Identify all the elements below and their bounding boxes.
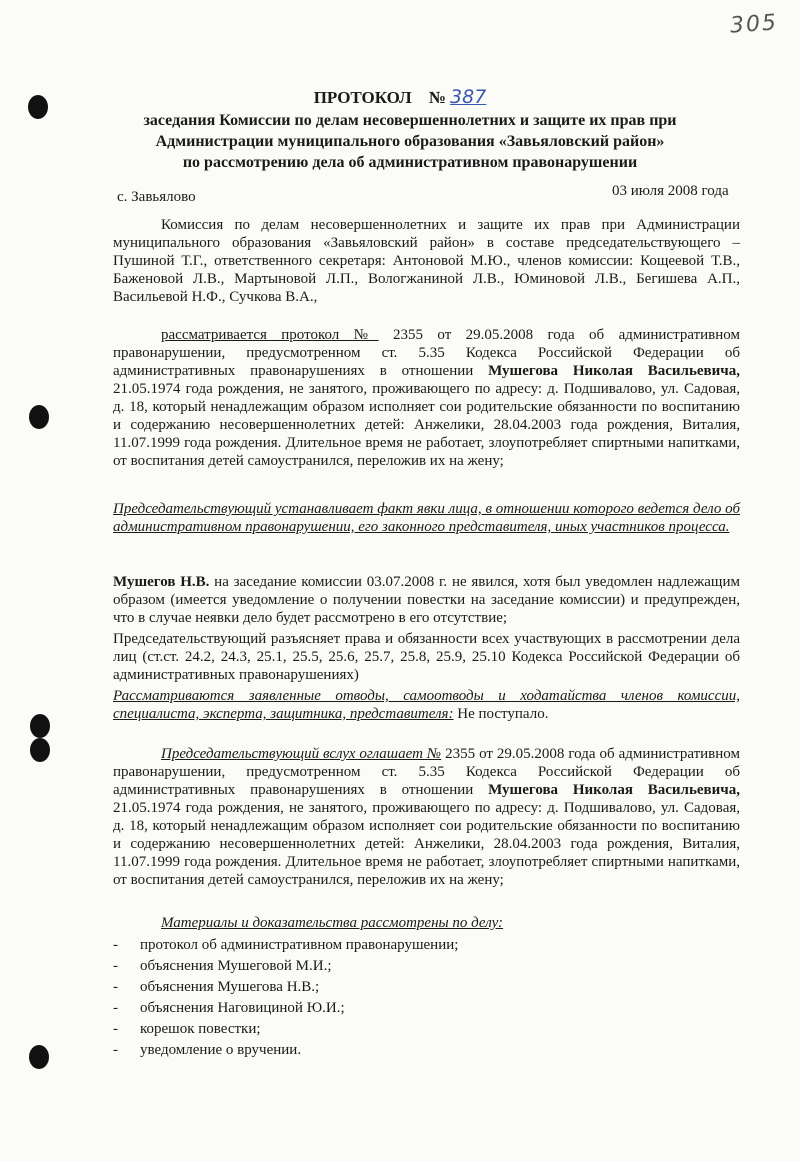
document-subtitle <box>100 110 720 173</box>
title-text: ПРОТОКОЛ <box>313 88 412 107</box>
number-sign: № <box>428 88 446 107</box>
page-number: 305 <box>729 10 779 39</box>
reading-lead: Председательствующий вслух оглашает № <box>161 746 442 762</box>
subtitle-line: заседания Комиссии по делам несовершеннолетних и защите их прав при <box>143 112 677 129</box>
motions-lead: Рассматриваются заявленные отводы, самоотводы и ходатайства членов комиссии, специалиста, эксперта, защитника, представителя: <box>113 688 740 722</box>
motions-result: Не поступало. <box>453 706 549 722</box>
absence-text: на заседание комиссии 03.07.2008 г. не явился, хотя был уведомлен надлежащим образом (имеется уведомление о получении повестки на заседание комиссии) и предупрежден, что в случае неявки дело будет рассмотрено в его отсутствие; <box>113 574 740 626</box>
attendance-paragraph <box>113 500 740 536</box>
rights-paragraph <box>113 630 740 684</box>
case-lead: рассматривается протокол № <box>161 327 379 343</box>
commission-paragraph <box>113 216 740 306</box>
punch-hole <box>30 738 50 762</box>
reading-text: 2355 от 29.05.2008 года об административном правонарушении, предусмотренном ст. 5.35 Кодекса Российской Федерации об административных правонарушениях в отношении <box>113 746 740 798</box>
case-text-continued: 21.05.1974 года рождения, не занятого, проживающего по адресу: д. Подшивалово, ул. Садовая, д. 18, который ненадлежащим образом исполняет сои родительские обязанности по воспитанию и содержанию несовершеннолетних детей: Анжелики, 28.04.2003 года рождения, Виталия, 11.07.1999 года рождения. Длительное время не работает, злоупотребляет спиртными напитками, от воспитания детей самоустранился, переложив их на жену; <box>113 381 740 469</box>
case-text: 2355 от 29.05.2008 года об административном правонарушении, предусмотренном ст. 5.35 Кодекса Российской Федерации об административных правонарушениях в отношении <box>113 327 740 379</box>
subtitle-line: по рассмотрению дела об административном правонарушении <box>182 154 638 171</box>
reading-text-continued: 21.05.1974 года рождения, не занятого, проживающего по адресу: д. Подшивалово, ул. Садовая, д. 18, который ненадлежащим образом исполняет сои родительские обязанности по воспитанию и содержанию несовершеннолетних детей: Анжелики, 28.04.2003 года рождения, Виталия, 11.07.1999 года рождения. Длительное время не работает, злоупотребляет спиртными напитками, от воспитания детей самоустранился, переложив их на жену; <box>113 800 740 888</box>
offender-name: Мушегова Николая Васильевича, <box>488 363 740 379</box>
date: 03 июля 2008 года <box>612 183 729 199</box>
offender-name: Мушегова Николая Васильевича, <box>488 782 740 798</box>
rights-text: Председательствующий разъясняет права и обязанности всех участвующих в рассмотрении дела лиц (ст.ст. 24.2, 24.3, 25.1, 25.5, 25.6, 25.7, 25.8, 25.9, 25.10 Кодекса Российской Федерации об административных правонарушениях) <box>113 631 740 683</box>
case-paragraph <box>113 326 740 470</box>
attendance-text: Председательствующий устанавливает факт явки лица, в отношении которого ведется дело об административном правонарушении, его законного представителя, иных участников процесса. <box>113 501 740 535</box>
list-item: - уведомление о вручении. <box>113 1040 713 1061</box>
list-item: - объяснения Мушегова Н.В.; <box>113 977 713 998</box>
punch-hole <box>29 1045 49 1069</box>
materials-heading-text: Материалы и доказательства рассмотрены по делу: <box>161 915 504 931</box>
motions-paragraph <box>113 687 740 723</box>
punch-hole <box>30 714 50 738</box>
place: с. Завьялово <box>117 189 196 205</box>
absence-paragraph <box>113 573 740 627</box>
list-item: - корешок повестки; <box>113 1019 713 1040</box>
document-title <box>0 86 800 108</box>
commission-text: Комиссия по делам несовершеннолетних и защите их прав при Администрации муниципального образования «Завьяловский район» в составе председательствующего – Пушиной Т.Г., ответственного секретаря: Антоновой М.Ю., членов комиссии: Кощеевой Т.В., Баженовой Л.В., Мартыновой Л.П., Вологжаниной Л.В., Юминовой Л.В., Бегишева А.П., Васильевой Н.Ф., Сучкова В.А., <box>113 217 740 305</box>
punch-hole <box>29 405 49 429</box>
materials-list <box>113 935 713 1061</box>
materials-heading <box>113 914 740 932</box>
subtitle-line: Администрации муниципального образования «Завьяловский район» <box>155 133 665 150</box>
reading-paragraph <box>113 745 740 889</box>
list-item: - объяснения Наговициной Ю.И.; <box>113 998 713 1019</box>
list-item: - объяснения Мушеговой М.И.; <box>113 956 713 977</box>
offender-short-name: Мушегов Н.В. <box>113 574 210 590</box>
list-item: - протокол об административном правонарушении; <box>113 935 713 956</box>
protocol-number: 387 <box>450 86 487 108</box>
